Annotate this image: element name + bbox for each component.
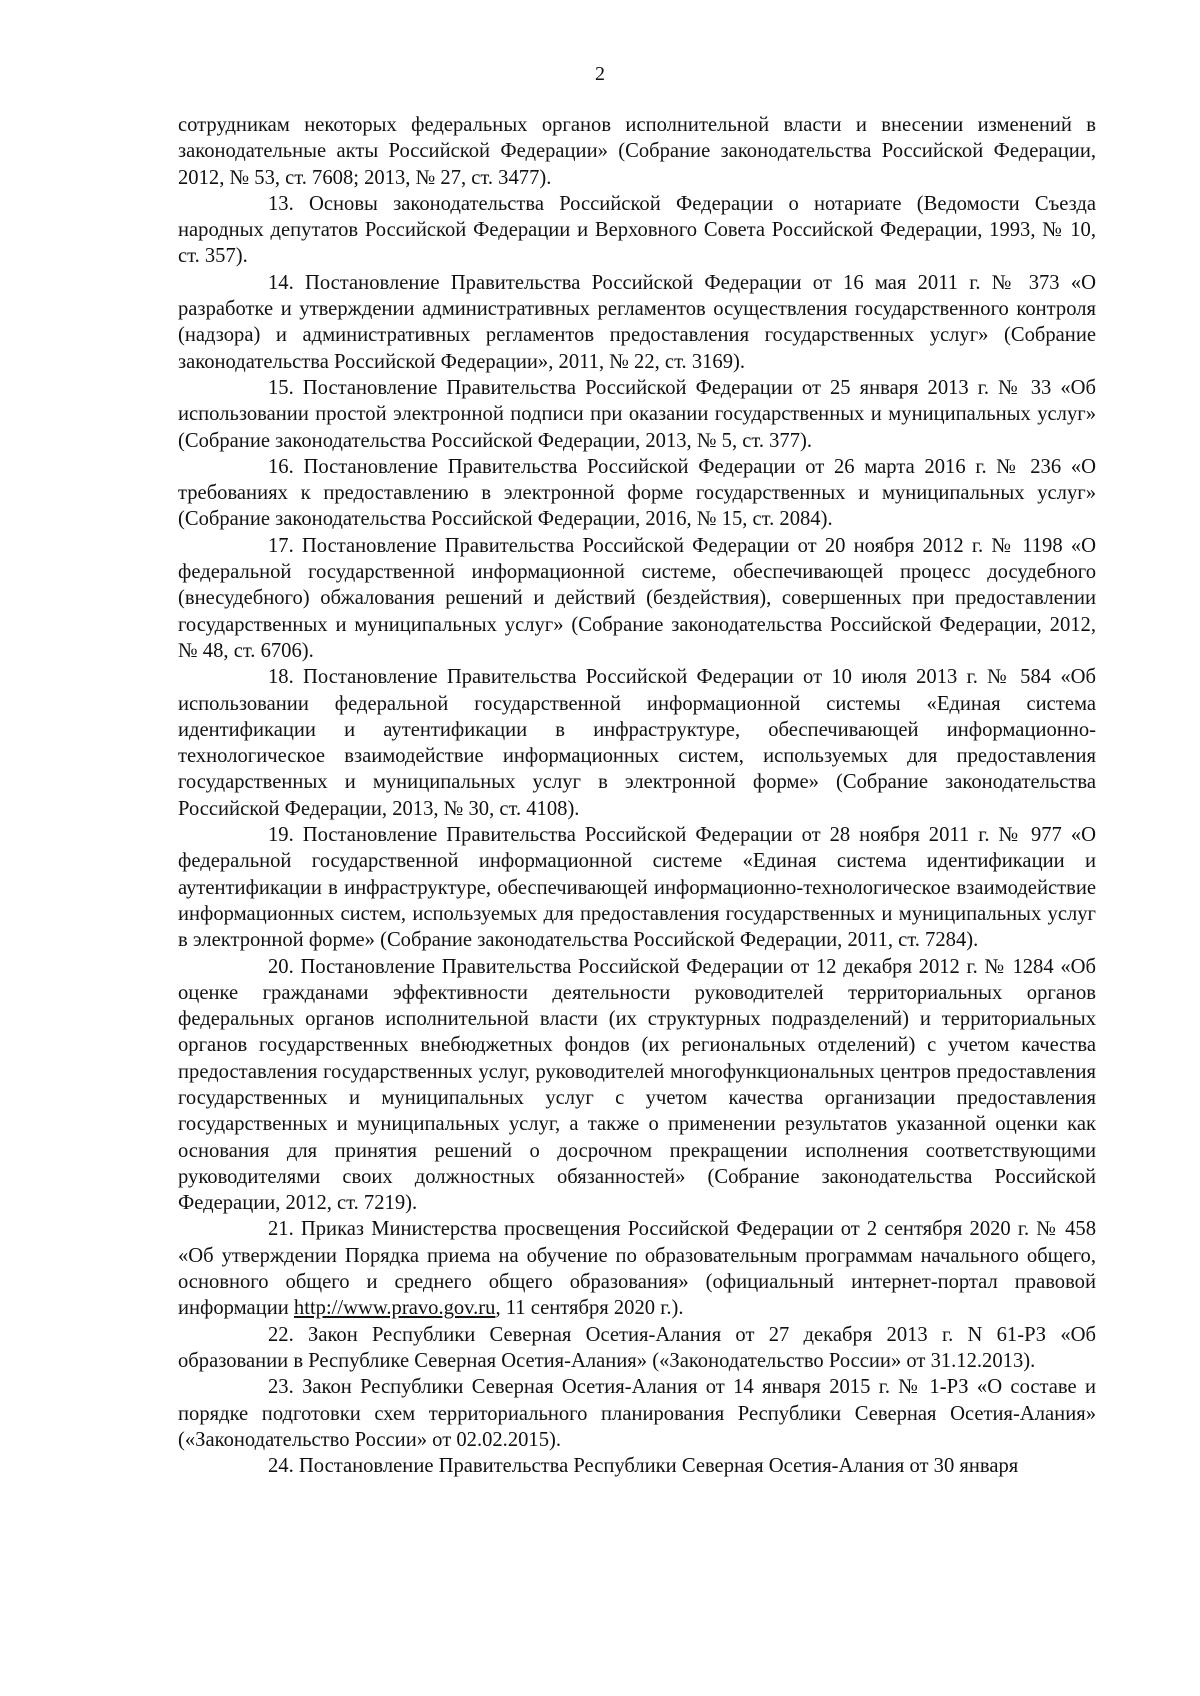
pravo-gov-link[interactable]: http://www.pravo.gov.ru <box>293 1297 496 1320</box>
list-item-20: 20. Постановление Правительства Российской Федерации от 12 декабря 2012 г. № 1284 «Об оценке гражданами эффективности деятельности руководителей территориальных органов федеральных органов исполнительной власти (их структурных подразделений) и территориальных органов государственных внебюджетных фондов (их региональных отделений) с учетом качества предоставления государственных услуг, руководителей многофункциональных центров предоставления государственных и муниципальных услуг с учетом качества организации предоставления государственных и муниципальных услуг, а также о применении результатов указанной оценки как основания для принятия решений о досрочном прекращении исполнения соответствующими руководителями своих должностных обязанностей» (Собрание законодательства Российской Федерации, 2012, ст. 7219). <box>178 955 1096 1215</box>
list-item-21-text: 21. Приказ Министерства просвещения Российской Федерации от 2 сентября 2020 г. № 458 «Об утверждении Порядка приема на обучение по образовательным программам начального общего, основного общего и среднего общего образования» (официальный интернет-портал правовой информации <box>178 1218 1096 1320</box>
list-item-23: 23. Закон Республики Северная Осетия-Алания от 14 января 2015 г. № 1-РЗ «О составе и порядке подготовки схем территориального планирования Республики Северная Осетия-Алания» («Законодательство России» от 02.02.2015). <box>178 1376 1096 1451</box>
list-item-19: 19. Постановление Правительства Российской Федерации от 28 ноября 2011 г. № 977 «О федеральной государственной информационной системе «Единая система идентификации и аутентификации в инфраструктуре, обеспечивающей информационно-технологическое взаимодействие информационных систем, используемых для предоставления государственных и муниципальных услуг в электронной форме» (Собрание законодательства Российской Федерации, 2011, ст. 7284). <box>178 824 1096 952</box>
list-item-21 <box>178 1216 1096 1321</box>
list-item-15: 15. Постановление Правительства Российской Федерации от 25 января 2013 г. № 33 «Об использовании простой электронной подписи при оказании государственных и муниципальных услуг» (Собрание законодательства Российской Федерации, 2013, № 5, ст. 377). <box>178 376 1096 452</box>
list-item-22: 22. Закон Республики Северная Осетия-Алания от 27 декабря 2013 г. N 61-РЗ «Об образовании в Республике Северная Осетия-Алания» («Законодательство России» от 31.12.2013). <box>178 1323 1096 1372</box>
document-body <box>178 112 1096 1479</box>
page-number: 2 <box>595 63 605 85</box>
list-item-16: 16. Постановление Правительства Российской Федерации от 26 марта 2016 г. № 236 «О требованиях к предоставлению в электронной форме государственных и муниципальных услуг» (Собрание законодательства Российской Федерации, 2016, № 15, ст. 2084). <box>178 455 1096 531</box>
list-item-24: 24. Постановление Правительства Республики Северная Осетия-Алания от 30 января <box>268 1455 1019 1478</box>
list-item-18: 18. Постановление Правительства Российской Федерации от 10 июля 2013 г. № 584 «Об использовании федеральной государственной информационной системы «Единая система идентификации и аутентификации в инфраструктуре, обеспечивающей информационно-технологическое взаимодействие информационных систем, используемых для предоставления государственных и муниципальных услуг в электронной форме» (Собрание законодательства Российской Федерации, 2013, № 30, ст. 4108). <box>178 666 1096 820</box>
continuation-paragraph: сотрудникам некоторых федеральных органов исполнительной власти и внесении изменений в законодательные акты Российской Федерации» (Собрание законодательства Российской Федерации, 2012, № 53, ст. 7608; 2013, № 27, ст. 3477). <box>178 114 1096 189</box>
list-item-13: 13. Основы законодательства Российской Федерации о нотариате (Ведомости Съезда народных депутатов Российской Федерации и Верховного Совета Российской Федерации, 1993, № 10, ст. 357). <box>178 192 1096 268</box>
list-item-17: 17. Постановление Правительства Российской Федерации от 20 ноября 2012 г. № 1198 «О федеральной государственной информационной системе, обеспечивающей процесс досудебного (внесудебного) обжалования решений и действий (бездействия), совершенных при предоставлении государственных и муниципальных услуг» (Собрание законодательства Российской Федерации, 2012, № 48, ст. 6706). <box>178 534 1096 662</box>
list-item-14: 14. Постановление Правительства Российской Федерации от 16 мая 2011 г. № 373 «О разработке и утверждении административных регламентов осуществления государственного контроля (надзора) и административных регламентов предоставления государственных услуг» (Собрание законодательства Российской Федерации», 2011, № 22, ст. 3169). <box>178 271 1096 373</box>
list-item-21-text-end: , 11 сентября 2020 г.). <box>495 1297 684 1320</box>
